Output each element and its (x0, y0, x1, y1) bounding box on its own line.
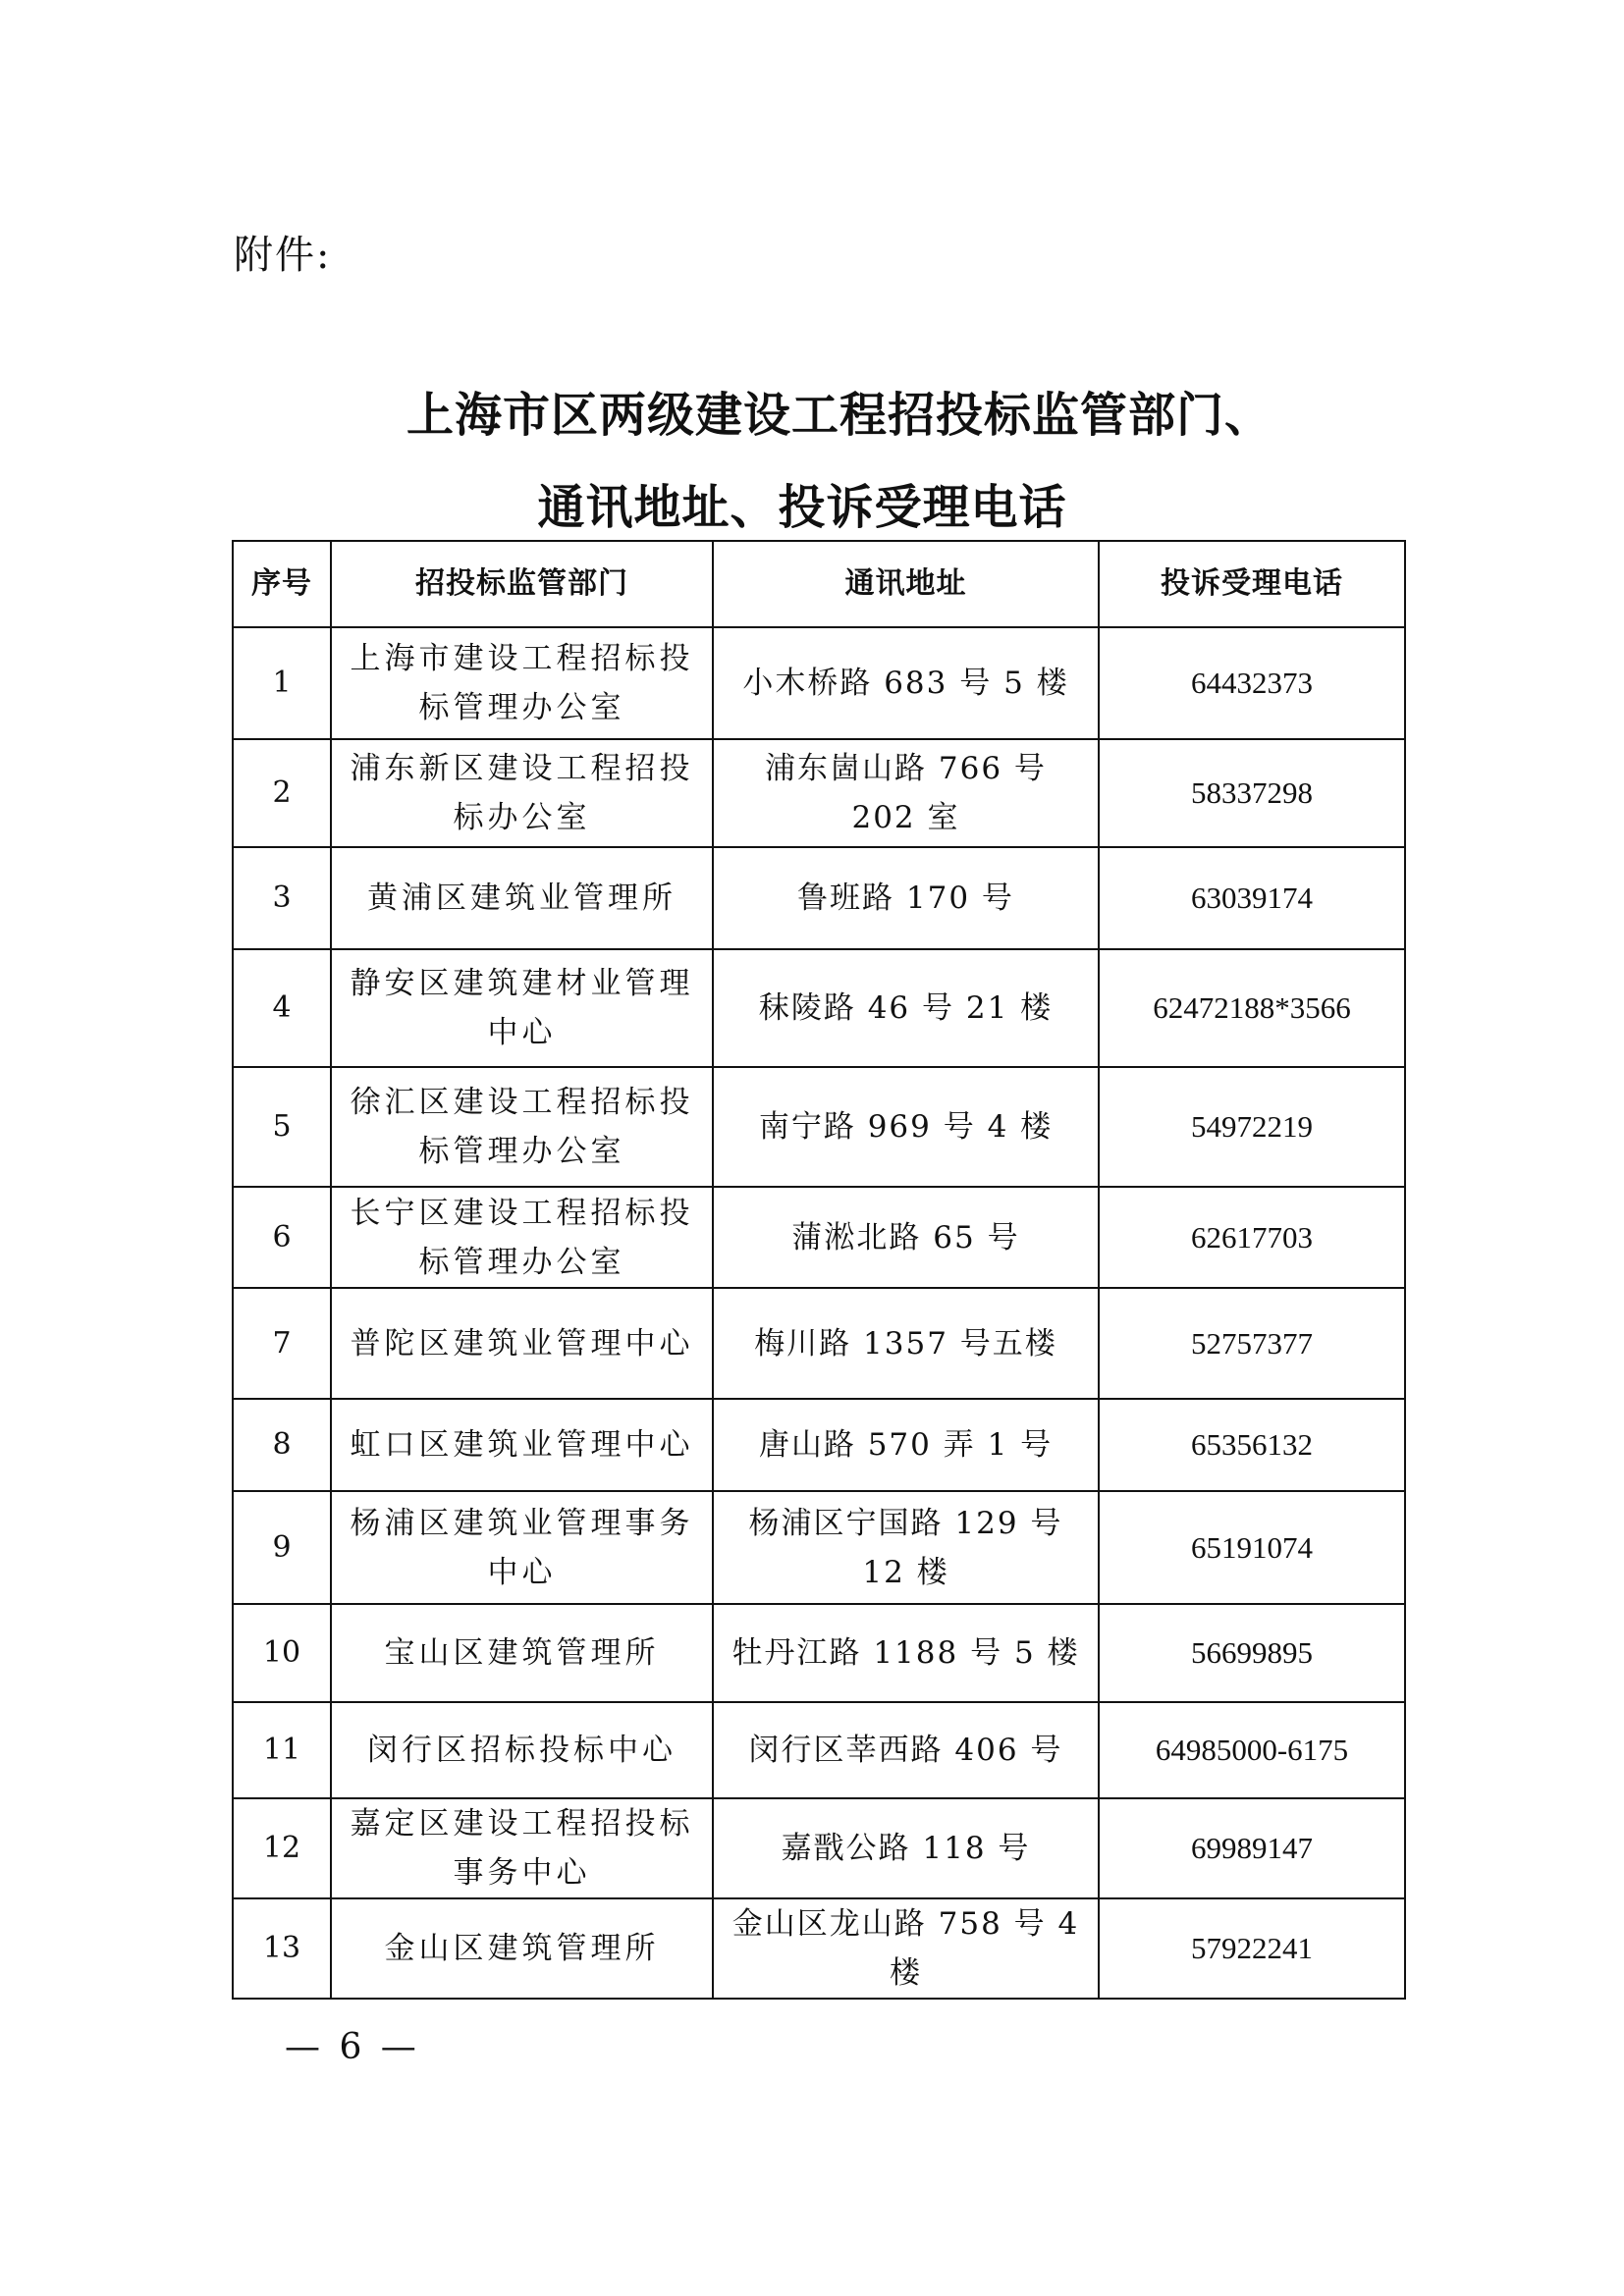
table-row (233, 1399, 1405, 1491)
row-number: 9 (233, 1491, 331, 1604)
table-row (233, 1702, 1405, 1798)
address-cell: 牡丹江路 1188 号 5 楼 (713, 1604, 1099, 1702)
contacts-table (232, 540, 1406, 2000)
phone-cell: 57922241 (1099, 1898, 1405, 1999)
attachment-label: 附件: (234, 233, 332, 278)
phone-cell: 56699895 (1099, 1604, 1405, 1702)
address-cell: 浦东崮山路 766 号 202 室 (713, 739, 1099, 847)
department-cell: 嘉定区建设工程招投标事务中心 (331, 1798, 713, 1898)
table-row (233, 627, 1405, 739)
department-cell: 虹口区建筑业管理中心 (331, 1399, 713, 1491)
department-cell: 普陀区建筑业管理中心 (331, 1288, 713, 1399)
row-number: 1 (233, 627, 331, 739)
phone-cell: 63039174 (1099, 847, 1405, 949)
department-cell: 金山区建筑管理所 (331, 1898, 713, 1999)
header-department: 招投标监管部门 (331, 541, 713, 627)
phone-cell: 64432373 (1099, 627, 1405, 739)
department-cell: 杨浦区建筑业管理事务中心 (331, 1491, 713, 1604)
document-title-line-1: 上海市区两级建设工程招投标监管部门、 (406, 388, 1272, 443)
table-row (233, 739, 1405, 847)
table-row (233, 847, 1405, 949)
address-cell: 唐山路 570 弄 1 号 (713, 1399, 1099, 1491)
department-cell: 上海市建设工程招标投标管理办公室 (331, 627, 713, 739)
address-cell: 鲁班路 170 号 (713, 847, 1099, 949)
department-cell: 浦东新区建设工程招投标办公室 (331, 739, 713, 847)
table-row (233, 949, 1405, 1067)
address-cell: 梅川路 1357 号五楼 (713, 1288, 1099, 1399)
table-row (233, 1187, 1405, 1288)
row-number: 8 (233, 1399, 331, 1491)
phone-cell: 65191074 (1099, 1491, 1405, 1604)
row-number: 6 (233, 1187, 331, 1288)
table-row (233, 1898, 1405, 1999)
address-cell: 南宁路 969 号 4 楼 (713, 1067, 1099, 1187)
row-number: 13 (233, 1898, 331, 1999)
phone-cell: 52757377 (1099, 1288, 1405, 1399)
phone-cell: 58337298 (1099, 739, 1405, 847)
row-number: 7 (233, 1288, 331, 1399)
row-number: 12 (233, 1798, 331, 1898)
table-row (233, 1604, 1405, 1702)
address-cell: 杨浦区宁国路 129 号 12 楼 (713, 1491, 1099, 1604)
row-number: 2 (233, 739, 331, 847)
department-cell: 黄浦区建筑业管理所 (331, 847, 713, 949)
department-cell: 静安区建筑建材业管理中心 (331, 949, 713, 1067)
header-no: 序号 (233, 541, 331, 627)
address-cell: 闵行区莘西路 406 号 (713, 1702, 1099, 1798)
address-cell: 秣陵路 46 号 21 楼 (713, 949, 1099, 1067)
row-number: 4 (233, 949, 331, 1067)
row-number: 5 (233, 1067, 331, 1187)
phone-cell: 64985000-6175 (1099, 1702, 1405, 1798)
table-header-row (233, 541, 1405, 627)
document-title-line-2: 通讯地址、投诉受理电话 (537, 480, 1067, 535)
phone-cell: 62617703 (1099, 1187, 1405, 1288)
phone-cell: 54972219 (1099, 1067, 1405, 1187)
phone-cell: 65356132 (1099, 1399, 1405, 1491)
department-cell: 长宁区建设工程招标投标管理办公室 (331, 1187, 713, 1288)
header-phone: 投诉受理电话 (1099, 541, 1405, 627)
address-cell: 小木桥路 683 号 5 楼 (713, 627, 1099, 739)
phone-cell: 62472188*3566 (1099, 949, 1405, 1067)
table-row (233, 1491, 1405, 1604)
address-cell: 嘉戬公路 118 号 (713, 1798, 1099, 1898)
department-cell: 宝山区建筑管理所 (331, 1604, 713, 1702)
row-number: 11 (233, 1702, 331, 1798)
address-cell: 蒲淞北路 65 号 (713, 1187, 1099, 1288)
department-cell: 徐汇区建设工程招标投标管理办公室 (331, 1067, 713, 1187)
department-cell: 闵行区招标投标中心 (331, 1702, 713, 1798)
header-address: 通讯地址 (713, 541, 1099, 627)
table-row (233, 1798, 1405, 1898)
table-row (233, 1288, 1405, 1399)
row-number: 3 (233, 847, 331, 949)
address-cell: 金山区龙山路 758 号 4 楼 (713, 1898, 1099, 1999)
phone-cell: 69989147 (1099, 1798, 1405, 1898)
row-number: 10 (233, 1604, 331, 1702)
table-row (233, 1067, 1405, 1187)
page-number: — 6 — (285, 2027, 420, 2067)
